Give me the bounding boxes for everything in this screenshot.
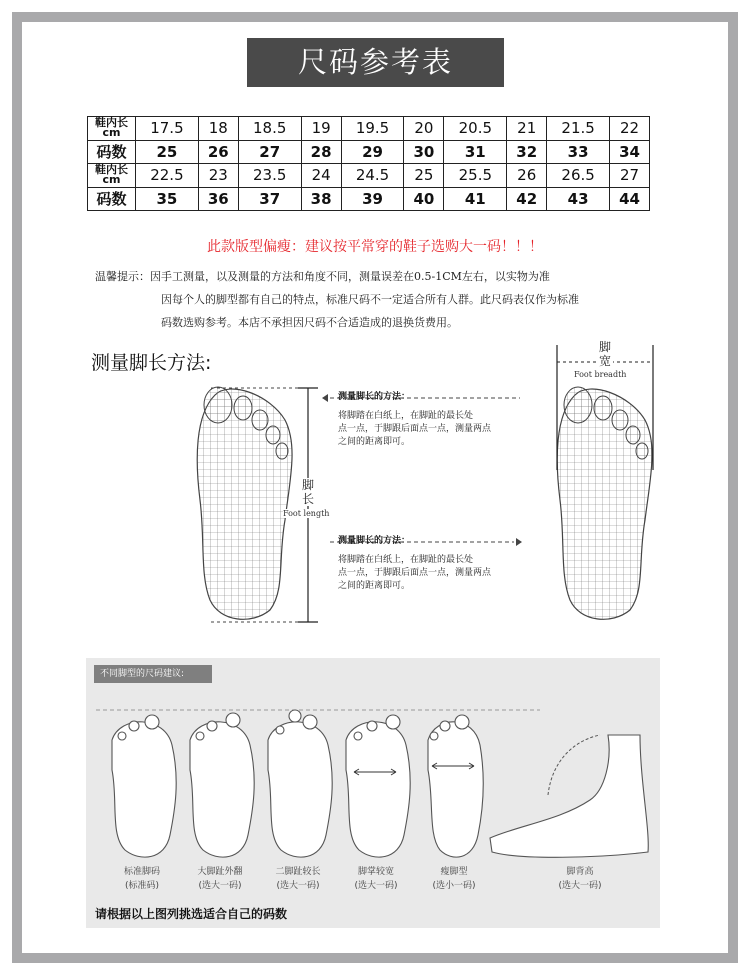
foot-type-advice: (标准码): [124, 881, 160, 891]
table-cell: 25: [136, 140, 199, 164]
measure-heading: 测量脚长方法:: [91, 352, 212, 374]
foot-type-label: [419, 865, 489, 893]
table-cell: 38: [301, 187, 341, 211]
foot-breadth-char: 脚: [598, 340, 611, 354]
foot-length-en: Foot length: [283, 509, 330, 518]
header-label: 鞋内长 cm: [95, 116, 128, 140]
method-title: 测量脚长的方法：: [338, 392, 411, 402]
table-cell: 32: [507, 140, 547, 164]
table-cell: 29: [341, 140, 404, 164]
tips-line: 码数选购参考。本店不承担因尺码不合适造成的退换货费用。: [161, 316, 458, 329]
method-text: 之间的距离即可。: [338, 437, 411, 447]
table-cell: 41: [444, 187, 507, 211]
foot-type-advice: (选大一码): [558, 881, 602, 891]
table-cell: 42: [507, 187, 547, 211]
table-cell: 34: [610, 140, 650, 164]
table-cell: 21: [507, 117, 547, 141]
table-cell: 36: [198, 187, 238, 211]
foot-types-tag: 不同脚型的尺码建议:: [94, 665, 212, 683]
table-cell: 25.5: [444, 164, 507, 188]
foot-length-char: 长: [301, 492, 314, 506]
method-text: 将脚踏在白纸上，在脚趾的最长处: [338, 555, 474, 565]
method-text: 将脚踏在白纸上，在脚趾的最长处: [338, 411, 474, 421]
size-header: 码数: [88, 187, 136, 211]
method-title: 测量脚长的方法：: [338, 536, 411, 546]
foot-type-label: [341, 865, 411, 893]
table-cell: 33: [547, 140, 610, 164]
table-cell: 40: [404, 187, 444, 211]
table-cell: 31: [444, 140, 507, 164]
table-cell: 20.5: [444, 117, 507, 141]
table-cell: 26: [507, 164, 547, 188]
table-cell: 20: [404, 117, 444, 141]
table-cell: 19: [301, 117, 341, 141]
foot-type-advice: (选大一码): [276, 881, 320, 891]
method-text: 点一点，于脚跟后面点一点，测量两点: [338, 424, 492, 434]
table-cell: 21.5: [547, 117, 610, 141]
table-cell: 35: [136, 187, 199, 211]
table-cell: 44: [610, 187, 650, 211]
foot-type-name: 脚掌较宽: [357, 867, 394, 877]
table-cell: 30: [404, 140, 444, 164]
table-cell: 37: [238, 187, 301, 211]
table-cell: 39: [341, 187, 404, 211]
foot-type-label: [263, 865, 333, 893]
header-label: 鞋内长 cm: [95, 163, 128, 187]
table-cell: 18.5: [238, 117, 301, 141]
table-cell: 26: [198, 140, 238, 164]
table-cell: 27: [238, 140, 301, 164]
foot-type-label: [107, 865, 177, 893]
foot-type-label: [185, 865, 255, 893]
table-cell: 22: [610, 117, 650, 141]
method-text: 之间的距离即可。: [338, 581, 411, 591]
foot-type-name: 标准脚码: [123, 867, 160, 877]
method-text: 点一点，于脚跟后面点一点，测量两点: [338, 568, 492, 578]
page-title: 尺码参考表: [247, 38, 504, 87]
foot-type-advice: (选大一码): [198, 881, 242, 891]
table-cell: 24.5: [341, 164, 404, 188]
table-cell: 18: [198, 117, 238, 141]
table-cell: 27: [610, 164, 650, 188]
tips-line: 温馨提示：因手工测量，以及测量的方法和角度不同，测量误差在0.5-1CM左右，以实物为准: [95, 270, 550, 283]
foot-type-name: 脚背高: [566, 867, 594, 877]
foot-type-name: 瘦脚型: [440, 867, 468, 877]
table-cell: 17.5: [136, 117, 199, 141]
table-cell: 23: [198, 164, 238, 188]
size-header: 码数: [88, 140, 136, 164]
table-cell: 26.5: [547, 164, 610, 188]
table-cell: 24: [301, 164, 341, 188]
table-cell: 19.5: [341, 117, 404, 141]
table-cell: 25: [404, 164, 444, 188]
foot-breadth-char: 宽: [598, 354, 611, 368]
foot-breadth-en: Foot breadth: [574, 370, 627, 379]
table-cell: 28: [301, 140, 341, 164]
foot-type-label: [545, 865, 615, 893]
foot-length-char: 脚: [301, 478, 314, 492]
table-cell: 43: [547, 187, 610, 211]
table-cell: 23.5: [238, 164, 301, 188]
foot-type-advice: (选小一码): [432, 881, 476, 891]
foot-type-name: 二脚趾较长: [275, 867, 321, 877]
foot-types-note: 请根据以上图列挑选适合自己的码数: [95, 907, 288, 921]
tips-line: 因每个人的脚型都有自己的特点，标准尺码不一定适合所有人群。此尺码表仅作为标准: [161, 293, 579, 306]
foot-type-name: 大脚趾外翻: [197, 867, 243, 877]
fit-warning: 此款版型偏瘦：建议按平常穿的鞋子选购大一码！！！: [207, 239, 543, 255]
foot-type-advice: (选大一码): [354, 881, 398, 891]
table-cell: 22.5: [136, 164, 199, 188]
